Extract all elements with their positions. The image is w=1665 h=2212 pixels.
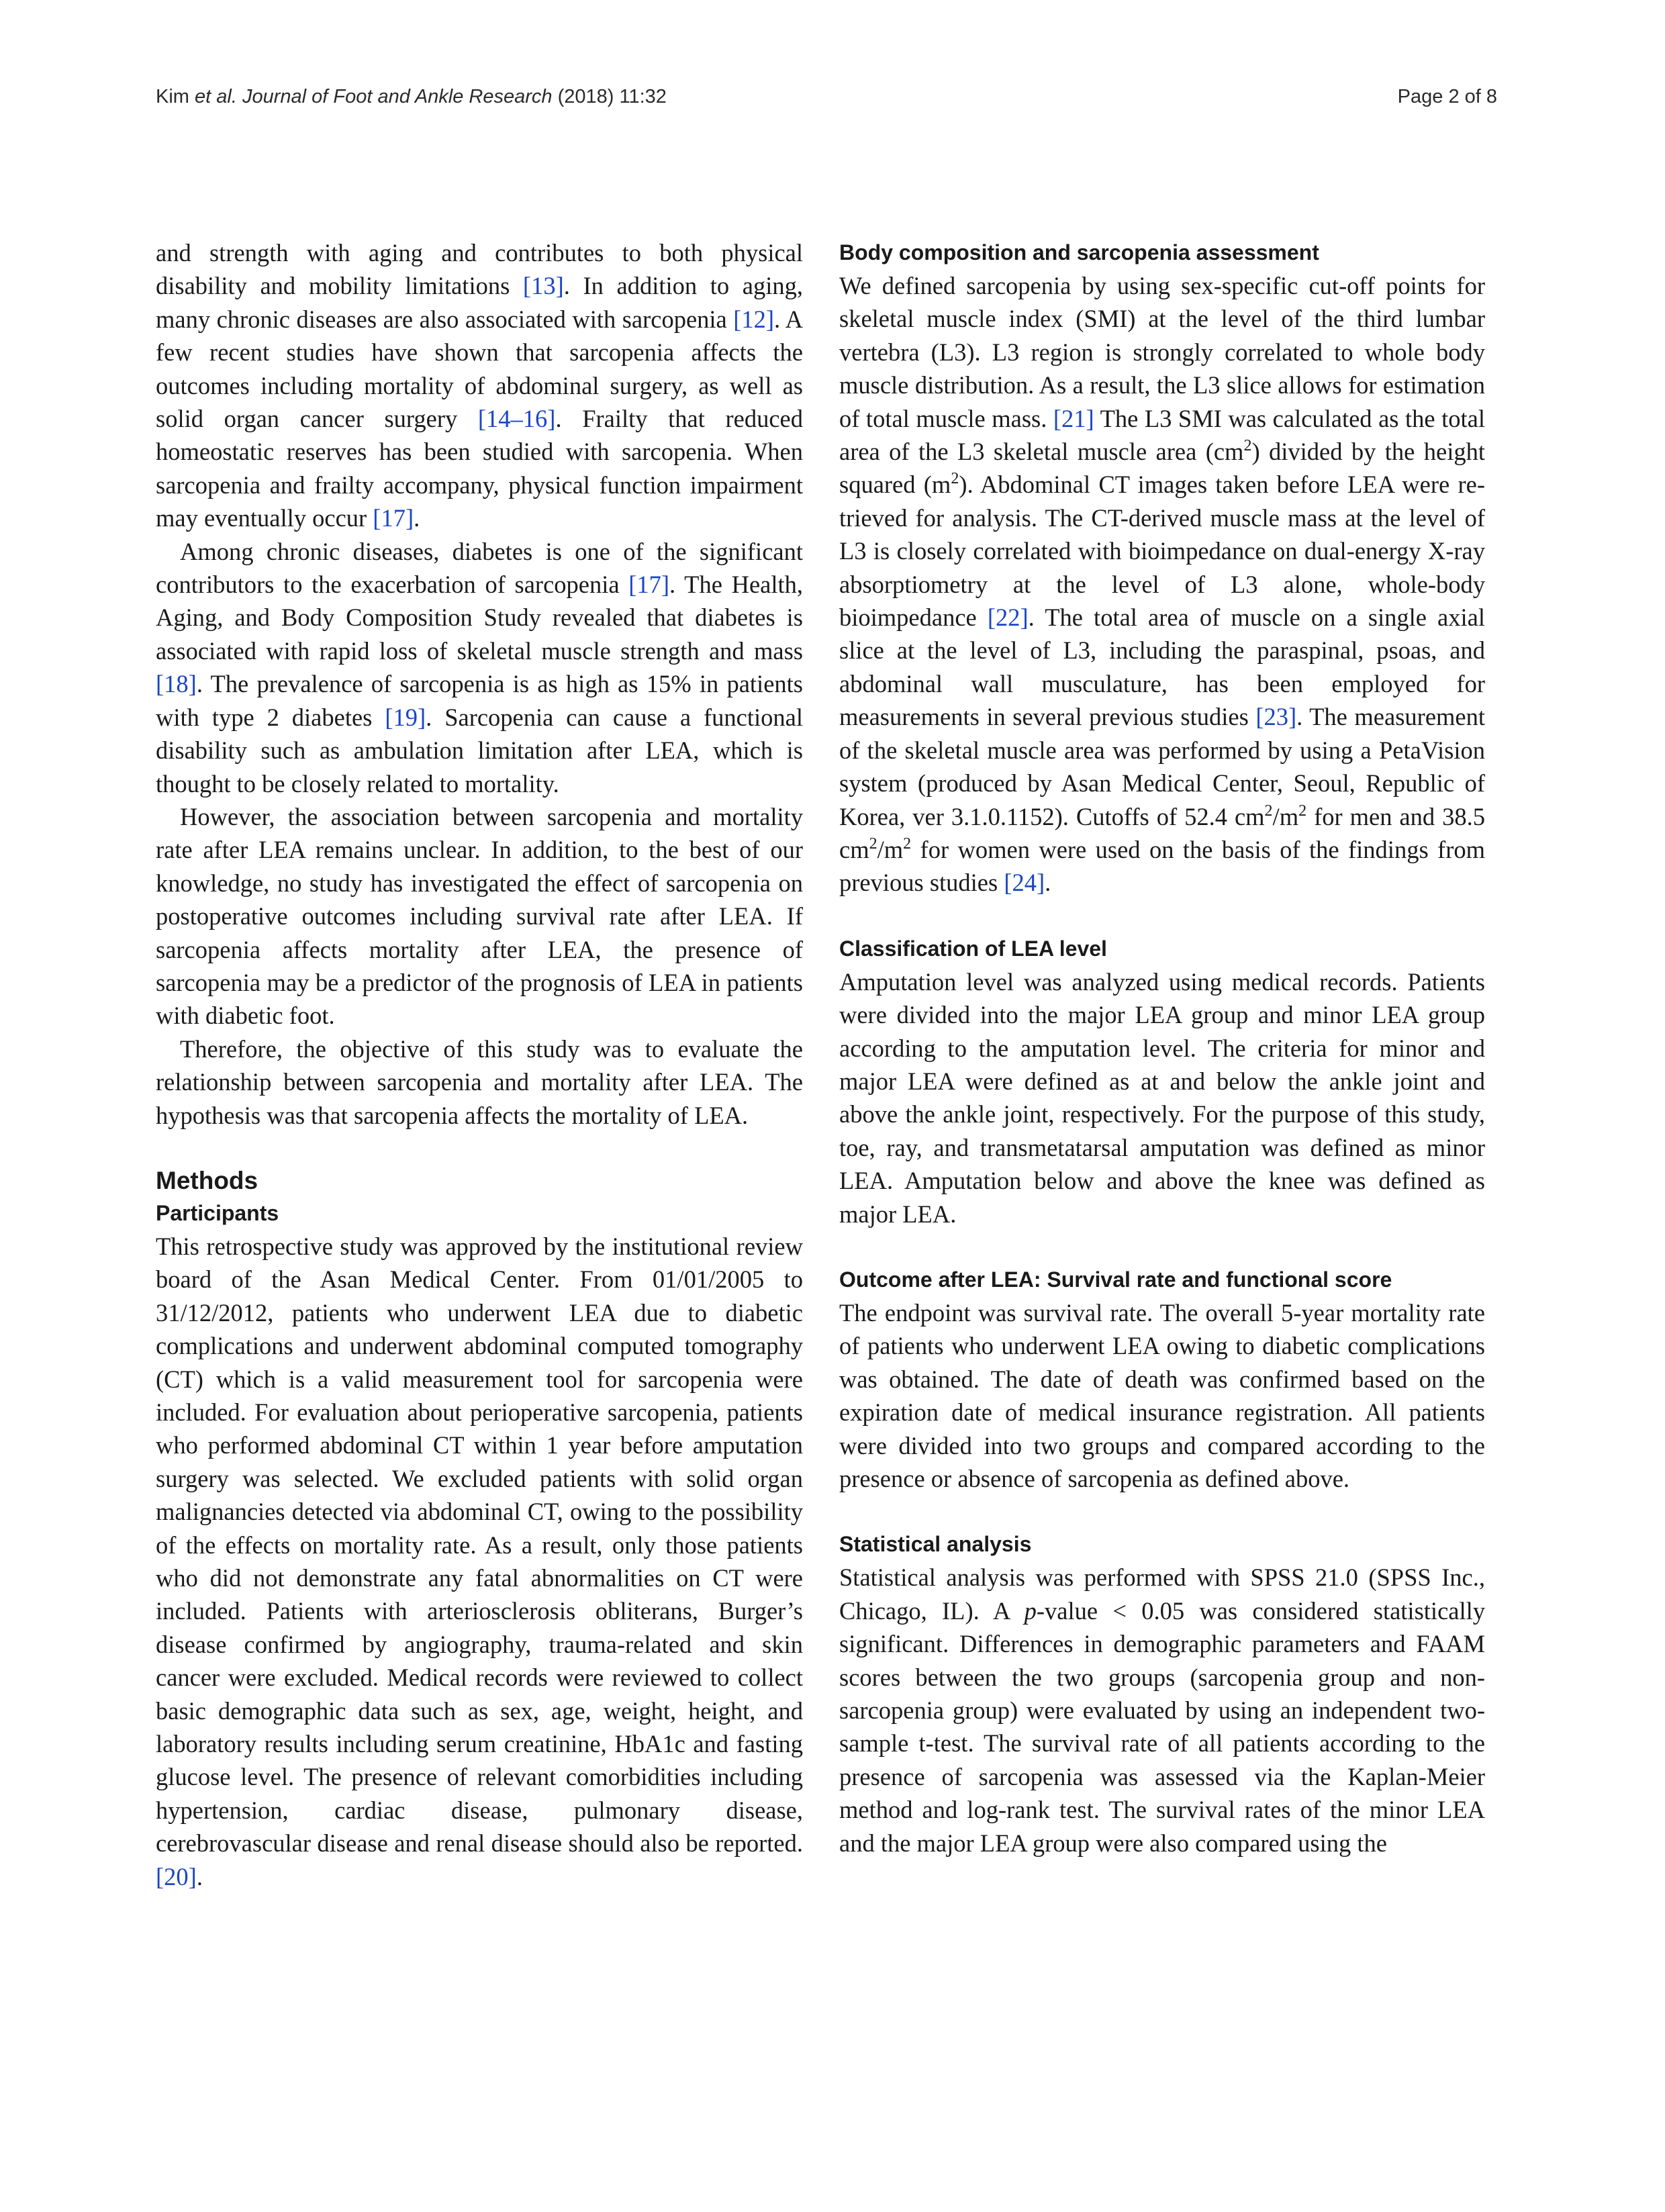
- subsection-heading-participants: Participants: [156, 1200, 279, 1225]
- citation-link[interactable]: [17]: [628, 571, 670, 599]
- text: for women were used on the basis of the findings from previous studies: [839, 835, 1485, 897]
- text: We defined sarcopenia by using sex-specific cut-off points for skeletal muscle index (SMI) at the level of the third lumbar vertebra (L3). L3 region is strongly correlated to whole body muscle distribution. As a result, the L3 slice allows for estimation of total muscle mass.: [839, 272, 1485, 432]
- text: . Sarcopenia can cause a functional disability such as ambulation limitation after LEA, which is thought to be closely related to mortality.: [156, 703, 803, 798]
- citation-link[interactable]: [22]: [987, 604, 1029, 632]
- citation-link[interactable]: [20]: [156, 1862, 197, 1890]
- citation-link[interactable]: [21]: [1053, 404, 1094, 432]
- paragraph: [156, 535, 803, 800]
- paragraph: Therefore, the objective of this study was to evaluate the relationship between sarcopenia and mortality after LEA. The hypothesis was that sarcopenia affects the mortality of LEA.: [156, 1035, 803, 1129]
- citation-link[interactable]: [24]: [1004, 869, 1045, 897]
- paragraph: [156, 1230, 803, 1893]
- text: -value < 0.05 was considered statistically significant. Differences in demographic parameters and FAAM scores between the two groups (sarcopenia group and non-sarcopenia group) were evaluated by using an independent two-sample t-test. The survival rate of all patients according to the presence of sarcopenia was assessed via the Kaplan-Meier method and log-rank test. The survival rates of the minor LEA and the major LEA group were also compared using the: [839, 1596, 1485, 1857]
- citation-link[interactable]: [17]: [373, 504, 414, 532]
- text: Among chronic diseases, diabetes is one of the significant contributors to the exacerbation of sarcopenia: [156, 537, 803, 599]
- paragraph: Amputation level was analyzed using medical records. Patients were divided into the major LEA group and minor LEA group according to the amputation level. The criteria for minor and major LEA were defined as at and below the ankle joint and above the ankle joint, respectively. For the purpose of this study, toe, ray, and transmetatarsal amputation was defined as minor LEA. Amputation below and above the knee was defined as major LEA.: [839, 967, 1485, 1228]
- text: . The total area of muscle on a single axial slice at the level of L3, including the paraspinal, psoas, and abdominal wall musculature, has been employed for measurements in several previous studies: [839, 604, 1485, 731]
- section-heading-methods: Methods: [156, 1166, 258, 1194]
- citation-link[interactable]: [14–16]: [477, 405, 556, 433]
- text: . The prevalence of sarcopenia is as high as 15% in patients with type 2 diabetes: [156, 670, 803, 731]
- superscript: 2: [1243, 437, 1252, 455]
- superscript: 2: [1298, 802, 1307, 820]
- text: /m: [1272, 802, 1299, 830]
- page-number: Page 2 of 8: [1397, 86, 1497, 107]
- text: for men and 38.5 cm: [839, 802, 1485, 863]
- text: .: [414, 504, 420, 532]
- text: The L3 SMI was calculated as the total area of the L3 skeletal muscle area (cm: [839, 404, 1485, 466]
- text: . The measurement of the skeletal muscle area was performed by using a PetaVision system (produced by Asan Medical Center, Seoul, Republic of Korea, ver 3.1.0.1152). Cutoffs of 52.4 cm: [839, 703, 1485, 830]
- text: . A few recent studies have shown that sarcopenia affects the outcomes including mortality of abdominal surgery, as well as solid organ cancer surgery: [156, 305, 803, 433]
- text: Statistical analysis was performed with SPSS 21.0 (SPSS Inc., Chicago, IL). A: [839, 1564, 1485, 1625]
- paragraph: However, the association between sarcopenia and mortality rate after LEA remains unclear. In addition, to the best of our knowledge, no study has investigated the effect of sarcopenia on postoperative outcomes including survival rate after LEA. If sarcopenia affects mortality after LEA, the presence of sarcopenia may be a predictor of the prognosis of LEA in patients with diabetic foot.: [156, 802, 803, 1030]
- text: ) divided by the height squared (m: [839, 438, 1485, 499]
- left-column: [156, 236, 803, 1893]
- superscript: 2: [869, 834, 877, 853]
- citation-link[interactable]: [18]: [156, 670, 197, 698]
- text: .: [196, 1862, 203, 1890]
- header-author: Kim: [156, 86, 189, 107]
- header-journal: Journal of Foot and Ankle Research: [242, 86, 553, 107]
- header-etal: et al.: [195, 86, 237, 107]
- text: This retrospective study was approved by the institutional review board of the Asan Medical Center. From 01/01/2005 to 31/12/2012, patients who underwent LEA due to diabetic complications and underwent abdominal computed tomography (CT) which is a valid measurement tool for sarcopenia were included. For evaluation about perioperative sarcopenia, patients who performed abdominal CT within 1 year before amputation surgery was selected. We excluded patients with solid organ malignancies detected via abdominal CT, owing to the possibility of the effects on mortality rate. As a result, only those patients who did not demonstrate any fatal abnormalities on CT were included. Patients with arteriosclerosis obliterans, Burger’s disease confirmed by angiography, trauma-related and skin cancer were excluded. Medical records were reviewed to collect basic demographic data such as sex, age, weight, height, and laboratory results including serum creatinine, HbA1c and fasting glucose level. The presence of relevant comorbidities including hypertension, cardiac disease, pulmonary disease, cerebrovascular disease and renal disease should also be reported.: [156, 1232, 803, 1858]
- header-citation: (2018) 11:32: [557, 86, 667, 107]
- text: . Frailty that reduced homeostatic reserves has been studied with sarcopenia. When sarcopenia and frailty accompany, physical function impairment may eventually occur: [156, 405, 803, 532]
- paragraph: The endpoint was survival rate. The overall 5-year mortality rate of patients who underwent LEA owing to diabetic complications was obtained. The date of death was confirmed based on the expiration date of medical insurance registration. All patients were divided into two groups and compared according to the presence or absence of sarcopenia as defined above.: [839, 1298, 1485, 1492]
- text: ). Abdominal CT images taken before LEA were retrieved for analysis. The CT-derived muscle mass at the level of L3 is closely correlated with bioimpedance on dual-energy X-ray absorptiometry at the level of L3 alone, whole-body bioimpedance: [839, 471, 1486, 632]
- text: /m: [877, 835, 904, 863]
- subsection-heading-statistical-analysis: Statistical analysis: [839, 1532, 1032, 1557]
- text: . The Health, Aging, and Body Composition Study revealed that diabetes is associated with rapid loss of skeletal muscle strength and mass: [156, 571, 803, 665]
- superscript: 2: [1264, 802, 1273, 820]
- superscript: 2: [951, 470, 959, 488]
- citation-link[interactable]: [13]: [522, 272, 564, 300]
- text: and strength with aging and contributes to both physical disability and mobility limitations: [156, 239, 803, 300]
- subsection-heading-outcome: Outcome after LEA: Survival rate and functional score: [839, 1267, 1392, 1292]
- superscript: 2: [903, 834, 912, 853]
- paragraph: [156, 236, 803, 535]
- citation-link[interactable]: [23]: [1255, 703, 1297, 731]
- paragraph: [839, 1561, 1485, 1860]
- subsection-heading-classification: Classification of LEA level: [839, 936, 1107, 961]
- subsection-heading-body-composition: Body composition and sarcopenia assessment: [839, 240, 1319, 265]
- right-column: [839, 236, 1485, 1860]
- citation-link[interactable]: [12]: [733, 305, 775, 333]
- running-header: [156, 86, 667, 108]
- text: . In addition to aging, many chronic diseases are also associated with sarcopenia: [156, 272, 804, 333]
- paragraph: [839, 269, 1485, 900]
- citation-link[interactable]: [19]: [385, 703, 426, 731]
- text: .: [1045, 869, 1051, 897]
- p-value-symbol: p: [1024, 1596, 1037, 1625]
